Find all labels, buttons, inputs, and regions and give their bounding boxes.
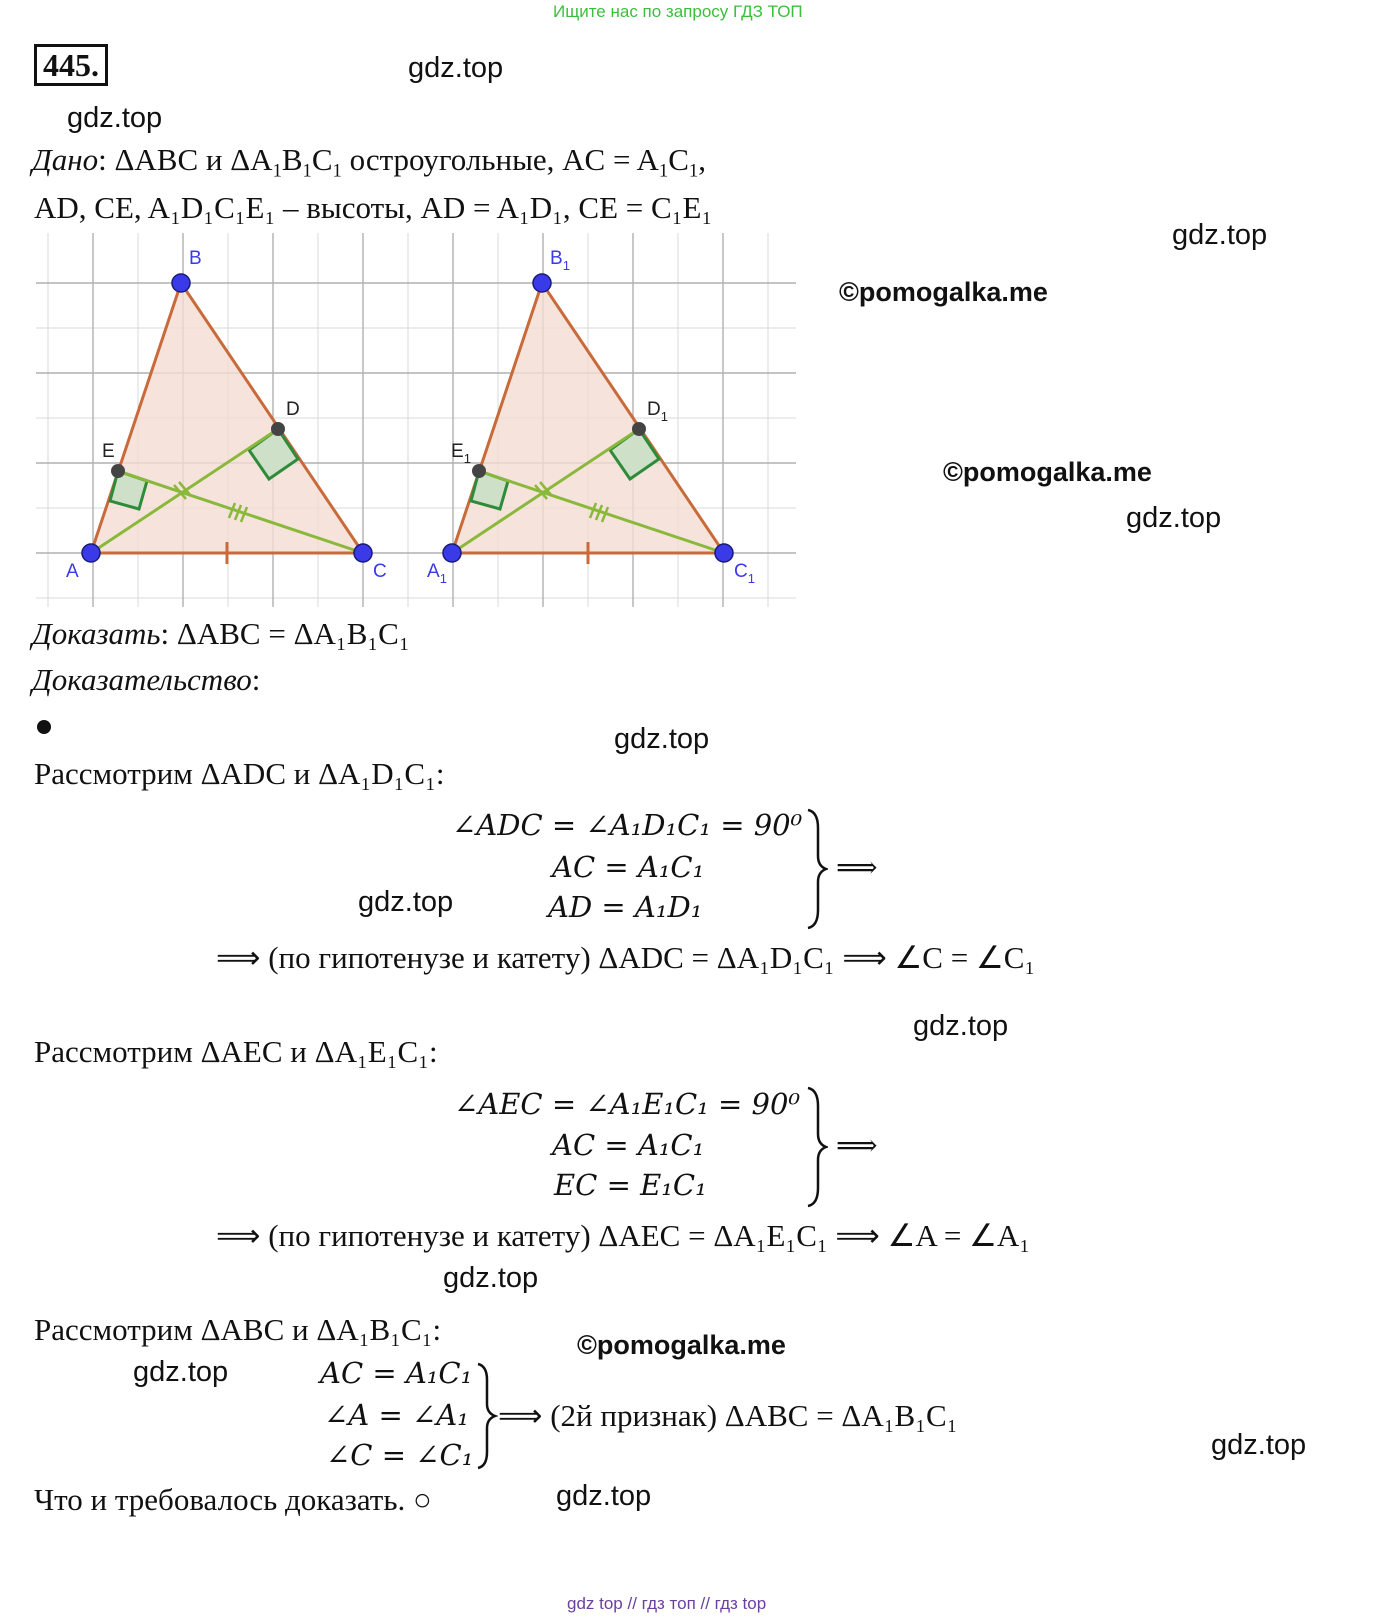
given-line-2: AD, CE, A₁D₁C₁E₁ – высоты, AD = A₁D₁, CE = C₁E₁ (34, 190, 713, 225)
triangle-abc (66, 248, 387, 582)
watermark-gdz: gdz.top (1172, 219, 1268, 251)
watermark-gdz: gdz.top (408, 52, 504, 84)
watermark-gdz: gdz.top (67, 102, 163, 134)
watermark-gdz: gdz.top (443, 1262, 539, 1294)
bullet (37, 720, 51, 734)
step1-brace (804, 808, 828, 930)
label-a1: $A_1$ (427, 561, 447, 586)
step3-brace (474, 1362, 498, 1470)
step1-intro: Рассмотрим ΔADC и ΔA₁D₁C₁: (34, 756, 445, 791)
watermark-gdz: gdz.top (1126, 502, 1222, 534)
point-a1 (443, 544, 461, 562)
conclusion: Что и требовалось доказать. ○ (34, 1482, 432, 1517)
step1-eq2: AC = A₁C₁ (552, 850, 705, 884)
watermark-pomogalka: ©pomogalka.me (577, 1330, 786, 1360)
step2-brace (804, 1086, 828, 1208)
triangles-figure (36, 233, 796, 607)
point-c1 (715, 544, 733, 562)
proof-label: Доказательство (32, 662, 252, 697)
problem-number: 445. (34, 44, 108, 86)
point-d (271, 422, 285, 436)
prove-line (32, 616, 410, 652)
point-b (172, 274, 190, 292)
watermark-gdz: gdz.top (614, 723, 710, 755)
footer-link[interactable]: gdz top // гдз топ // гдз top (567, 1594, 767, 1613)
step3-eq1: AC = A₁C₁ (320, 1356, 473, 1390)
given-text: : ΔABC и $\Delta A_1B_1C_1$ остроугольные, AC = $A_1C_1$, (98, 142, 706, 182)
prove-label: Доказать (32, 616, 161, 651)
watermark-pomogalka: ©pomogalka.me (943, 457, 1152, 487)
watermark-gdz: gdz.top (133, 1356, 229, 1388)
step3-eq2: ∠A = ∠A₁ (324, 1398, 469, 1432)
label-c: C (373, 561, 387, 582)
step2-eq2: AC = A₁C₁ (552, 1128, 705, 1162)
watermark-pomogalka: ©pomogalka.me (839, 277, 1048, 307)
triangle-a1b1c1 (427, 248, 755, 586)
watermark-gdz: gdz.top (556, 1480, 652, 1512)
step2-eq3: EC = E₁C₁ (554, 1168, 707, 1202)
point-a (82, 544, 100, 562)
label-e: E (102, 441, 115, 462)
label-b1: $B_1$ (550, 248, 570, 273)
step1-result: ⟹ (по гипотенузе и катету) ΔADC = ΔA₁D₁C₁ ⟹ ∠C = ∠C₁ (216, 940, 1036, 975)
step2-result: ⟹ (по гипотенузе и катету) ΔAEC = ΔA₁E₁C₁ ⟹ ∠A = ∠A₁ (216, 1218, 1031, 1253)
step3-result: ⟹ (2й признак) ΔABC = ΔA₁B₁C₁ (498, 1398, 958, 1433)
point-b1 (533, 274, 551, 292)
given-label: Дано (32, 142, 99, 177)
proof-heading: Доказательство: (32, 662, 261, 697)
step1-eq1: ∠ADC = ∠A₁D₁C₁ = 90⁰ (452, 808, 803, 842)
label-d: D (286, 399, 300, 420)
prove-text: : ΔABC = ΔA₁B₁C₁ (160, 616, 410, 651)
step2-intro: Рассмотрим ΔAEC и ΔA₁E₁C₁: (34, 1034, 438, 1069)
label-b: B (189, 248, 202, 269)
point-e1 (472, 464, 486, 478)
header-link[interactable]: Ищите нас по запросу ГДЗ ТОП (553, 2, 803, 21)
step1-arrow: ⟹ (836, 850, 878, 884)
watermark-gdz: gdz.top (913, 1010, 1009, 1042)
label-c1: $C_1$ (734, 561, 755, 586)
label-d1: $D_1$ (647, 399, 668, 424)
watermark-gdz: gdz.top (1211, 1429, 1307, 1461)
step2-arrow: ⟹ (836, 1128, 878, 1162)
step3-intro: Рассмотрим ΔABC и ΔA₁B₁C₁: (34, 1312, 442, 1347)
step1-eq3: AD = A₁D₁ (548, 890, 703, 924)
label-a: A (66, 561, 79, 582)
point-d1 (632, 422, 646, 436)
step3-eq3: ∠C = ∠C₁ (326, 1438, 474, 1472)
step2-eq1: ∠AEC = ∠A₁E₁C₁ = 90⁰ (454, 1087, 801, 1121)
given-line-1 (32, 142, 706, 183)
point-c (354, 544, 372, 562)
watermark-gdz: gdz.top (358, 886, 454, 918)
label-e1: $E_1$ (451, 441, 471, 466)
point-e (111, 464, 125, 478)
